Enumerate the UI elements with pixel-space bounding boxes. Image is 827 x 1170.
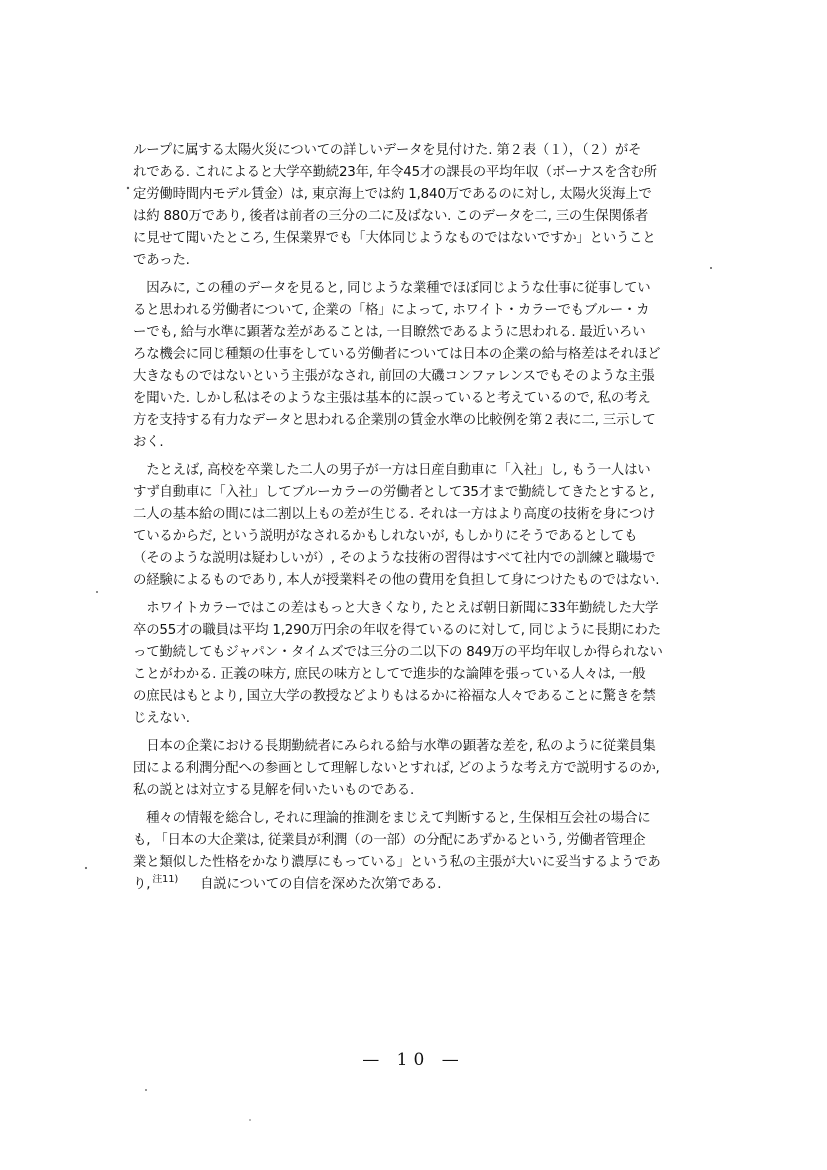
text-line: 業と類似した性格をかなり濃厚にもっている」という私の主張が大いに妥当するようであ (133, 855, 661, 870)
text-line: ているからだ, という説明がなされるかもしれないが, もしかりにそうであるとしても (133, 529, 638, 544)
text-line: 種々の情報を総合し, それに理論的推測をまじえて判断すると, 生保相互会社の場合に (133, 811, 651, 826)
text-line: 定労働時間内モデル賃金）は, 東京海上では約 1,840万であるのに対し, 太陽火災海上で (133, 187, 652, 202)
text-line: （そのような説明は疑わしいが）, そのような技術の習得はすべて社内での訓練と職場で (133, 551, 656, 566)
text-line: 因みに, この種のデータを見ると, 同じような業種でほぼ同じような仕事に従事してい (133, 281, 651, 296)
text-line: れである. これによると大学卒勤続23年, 年令45才の課長の平均年収（ボーナスを含む所 (133, 165, 657, 180)
text-line: ーでも, 給与水準に顕著な差があることは, 一目瞭然であるように思われる. 最近いろい (133, 325, 646, 340)
text-line: たとえば, 高校を卒業した二人の男子が一方は日産自動車に「入社」し, もう一人はい (133, 463, 651, 478)
footnote-marker: 注11) (152, 874, 179, 885)
text-line: ループに属する太陽火災についての詳しいデータを見付けた. 第２表（１），（２）がそ (133, 143, 642, 158)
text-line: ことがわかる. 正義の味方, 庶民の味方としてで進歩的な論陣を張っている人々は, 一般 (133, 667, 646, 682)
text-line: 大きなものではないという主張がなされ, 前回の大磯コンファレンスでもそのような主張 (133, 369, 655, 384)
text-line: の庶民はもとより, 国立大学の教授などよりもはるかに裕福な人々であることに驚きを禁 (133, 689, 656, 704)
text-line: じえない. (133, 711, 190, 726)
text-line-with-footnote (133, 874, 705, 896)
text-line: 私の説とは対立する見解を伺いたいものである. (133, 783, 415, 798)
text-line: ホワイトカラーではこの差はもっと大きくなり, たとえば朝日新聞に33年勤続した大学 (133, 601, 659, 616)
text-line: って勤続してもジャパン・タイムズでは三分の二以下の 849万の平均年収しか得られない (133, 645, 663, 660)
text-line: 二人の基本給の間には二割以上もの差が生じる. それは一方はより高度の技術を身につけ (133, 507, 656, 522)
text-line-start: り, (133, 877, 151, 892)
text-line: 団による利潤分配への参画として理解しないとすれば, どのような考え方で説明するのか, (133, 761, 660, 776)
text-line: を聞いた. しかし私はそのような主張は基本的に誤っていると考えているので, 私の考え (133, 391, 651, 406)
text-line: は約 880万であり, 後者は前者の三分の二に及ばない. このデータを二, 三の生保関係者 (133, 209, 649, 224)
text-line: に見せて聞いたところ, 生保業界でも「大体同じようなものではないですか」ということ (133, 231, 656, 246)
text-line: であった. (133, 253, 190, 268)
body-text (133, 140, 705, 896)
text-line: すず自動車に「入社」してブルーカラーの労働者として35才まで勤続してきたとすると, (133, 485, 655, 500)
text-line: 方を支持する有力なデータと思われる企業別の賃金水準の比較例を第２表に二, 三示して (133, 413, 656, 428)
text-line: ると思われる労働者について, 企業の「格」によって, ホワイト・カラーでもブルー・カ (133, 303, 650, 318)
text-line: の経験によるものであり, 本人が授業料その他の費用を負担して身につけたものではない. (133, 573, 660, 588)
text-line: 卒の55才の職員は平均 1,290万円余の年収を得ているのに対して, 同じように長期にわた (133, 623, 661, 638)
text-line: ろな機会に同じ種類の仕事をしている労働者については日本の企業の給与格差はそれほど (133, 347, 661, 362)
text-line: も, 「日本の大企業は, 従業員が利潤（の一部）の分配にあずかるという, 労働者管理企 (133, 833, 646, 848)
text-line: 日本の企業における長期勤続者にみられる給与水準の顕著な差を, 私のように従業員集 (133, 739, 656, 754)
text-line: おく. (133, 435, 164, 450)
text-line-end: 自説についての自信を深めた次第である. (200, 877, 442, 892)
page-number: — 10 — (362, 1050, 465, 1070)
